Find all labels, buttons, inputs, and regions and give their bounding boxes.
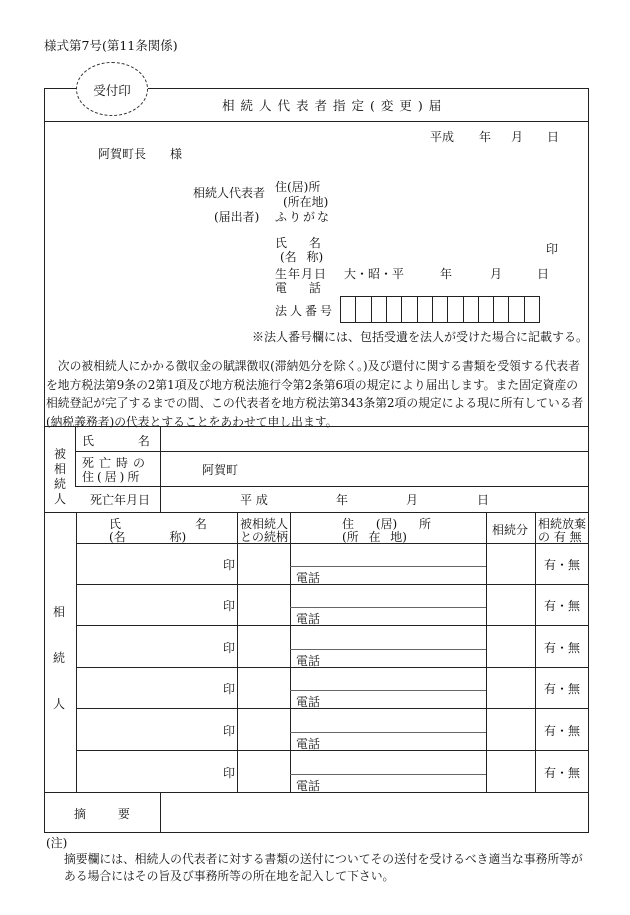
heir-phone-label: 電話 <box>296 779 321 793</box>
death-year: 年 <box>336 493 349 507</box>
deceased-address-label-2: 住(居)所 <box>82 470 143 484</box>
name-sub-label: (名 称) <box>280 250 324 264</box>
birth-label: 生年月日 <box>275 267 328 281</box>
frame-bottom <box>44 832 589 833</box>
phone-label: 電 話 <box>275 281 321 295</box>
heir-renounce[interactable]: 有・無 <box>544 641 581 655</box>
heir-phone-divider <box>290 649 486 650</box>
heir-row-line <box>76 667 588 668</box>
summary-top-line <box>44 792 588 793</box>
address-label: 住(居)所 <box>275 180 321 194</box>
heir-phone-divider <box>290 607 486 608</box>
heir-phone-divider <box>290 774 486 775</box>
deceased-row2-line <box>75 486 588 487</box>
heir-phone-label: 電話 <box>296 612 321 626</box>
heir-phone-label: 電話 <box>296 654 321 668</box>
heir-row-line <box>76 584 588 585</box>
summary-col-divider <box>160 792 161 832</box>
corp-number-note: ※法人番号欄には、包括受遺を法人が受けた場合に記載する。 <box>252 330 589 344</box>
death-era: 平 成 <box>240 493 268 507</box>
heir-seal-mark: 印 <box>223 766 236 780</box>
heir-row-line <box>76 625 588 626</box>
birth-day: 日 <box>537 267 550 281</box>
heir-phone-divider <box>290 566 486 567</box>
heir-row-line <box>76 750 588 751</box>
heir-renounce[interactable]: 有・無 <box>544 558 581 572</box>
heir-seal-mark: 印 <box>223 599 236 613</box>
heir-renounce[interactable]: 有・無 <box>544 724 581 738</box>
heir-seal-mark: 印 <box>223 724 236 738</box>
heir-phone-divider <box>290 732 486 733</box>
heir-col-renounce-2: の 有 無 <box>538 530 582 544</box>
heir-seal-mark: 印 <box>223 641 236 655</box>
filer-label: (届出者) <box>214 210 260 224</box>
deceased-name-label: 氏 名 <box>82 434 150 448</box>
death-day: 日 <box>477 493 490 507</box>
date-year: 年 <box>479 130 492 144</box>
form-title: 相続人代表者指定(変更)届 <box>222 98 448 113</box>
heir-renounce[interactable]: 有・無 <box>544 682 581 696</box>
heirs-top-line <box>44 512 588 513</box>
deceased-row1-line <box>75 451 588 452</box>
representative-label: 相続人代表者 <box>193 186 266 200</box>
death-month: 月 <box>406 493 419 507</box>
heir-seal-mark: 印 <box>223 558 236 572</box>
birth-eras: 大・昭・平 <box>344 267 405 281</box>
heir-col-relation-2: との続柄 <box>240 530 289 544</box>
applicant-seal-mark: 印 <box>546 242 559 256</box>
heir-col-address-2: (所 在 地) <box>342 530 407 544</box>
deceased-top-line <box>44 426 588 427</box>
heir-phone-label: 電話 <box>296 695 321 709</box>
corp-number-label: 法人番号 <box>275 304 336 318</box>
furigana-label: ふりがな <box>275 210 332 224</box>
deceased-address-value: 阿賀町 <box>202 463 239 477</box>
heir-row-line <box>76 708 588 709</box>
form-number: 様式第7号(第11条関係) <box>44 38 178 53</box>
date-day: 日 <box>547 130 560 144</box>
frame-left <box>44 88 45 832</box>
heir-col-name-2: (名 称) <box>109 530 187 544</box>
heirs-label-char-2: 続 <box>53 651 66 665</box>
date-era: 平成 <box>430 130 455 144</box>
address-sub-label: (所在地) <box>283 195 329 209</box>
frame-right <box>588 88 589 832</box>
heir-col-relation-1: 被相続人 <box>240 517 289 531</box>
deceased-section-label: 被相続人 <box>54 447 67 506</box>
summary-label: 摘 要 <box>74 807 130 821</box>
corp-number-boxes[interactable] <box>340 296 540 323</box>
footnote-text: 摘要欄には、相続人の代表者に対する書類の送付についてその送付を受けるべき適当な事務所等がある場合にはその旨及び事務所等の所在地を記入して下さい。 <box>64 852 583 883</box>
addressee-name: 阿賀町長 <box>98 147 147 161</box>
name-label: 氏 名 <box>275 236 321 250</box>
heir-renounce[interactable]: 有・無 <box>544 599 581 613</box>
receipt-stamp: 受付印 <box>76 62 148 116</box>
deceased-label-divider <box>75 426 76 486</box>
deceased-col-divider <box>160 426 161 512</box>
birth-month: 月 <box>490 267 503 281</box>
heir-phone-label: 電話 <box>296 737 321 751</box>
heir-col-renounce-1: 相続放棄 <box>538 517 587 531</box>
death-date-label: 死亡年月日 <box>90 493 151 507</box>
heir-col-share: 相続分 <box>492 523 529 537</box>
birth-year: 年 <box>440 267 453 281</box>
heir-renounce[interactable]: 有・無 <box>544 766 581 780</box>
heir-phone-divider <box>290 690 486 691</box>
heir-col-name-1: 氏 名 <box>109 517 207 531</box>
addressee-honorific: 様 <box>170 147 183 161</box>
statement-paragraph: 次の被相続人にかかる徴収金の賦課徴収(滞納処分を除く。)及び還付に関する書類を受領する代表者を地方税法第9条の2第1項及び地方税法施行令第2条第6項の規定により届出します。また固定資産の相続登記が完了するまでの間、この代表者を地方税法第343条第2項の規定による現に所有している者(納税義務者)の代表とすることをあわせて申し出ます。 <box>46 359 584 429</box>
deceased-address-label-1: 死亡時の <box>82 456 151 470</box>
footnote-label: (注) <box>46 836 68 850</box>
heir-phone-label: 電話 <box>296 571 321 585</box>
heirs-label-char-1: 相 <box>53 605 66 619</box>
date-month: 月 <box>511 130 524 144</box>
title-divider <box>44 121 588 122</box>
heir-col-address-1: 住 (居) 所 <box>342 517 431 531</box>
heirs-label-char-3: 人 <box>53 697 66 711</box>
heir-seal-mark: 印 <box>223 682 236 696</box>
